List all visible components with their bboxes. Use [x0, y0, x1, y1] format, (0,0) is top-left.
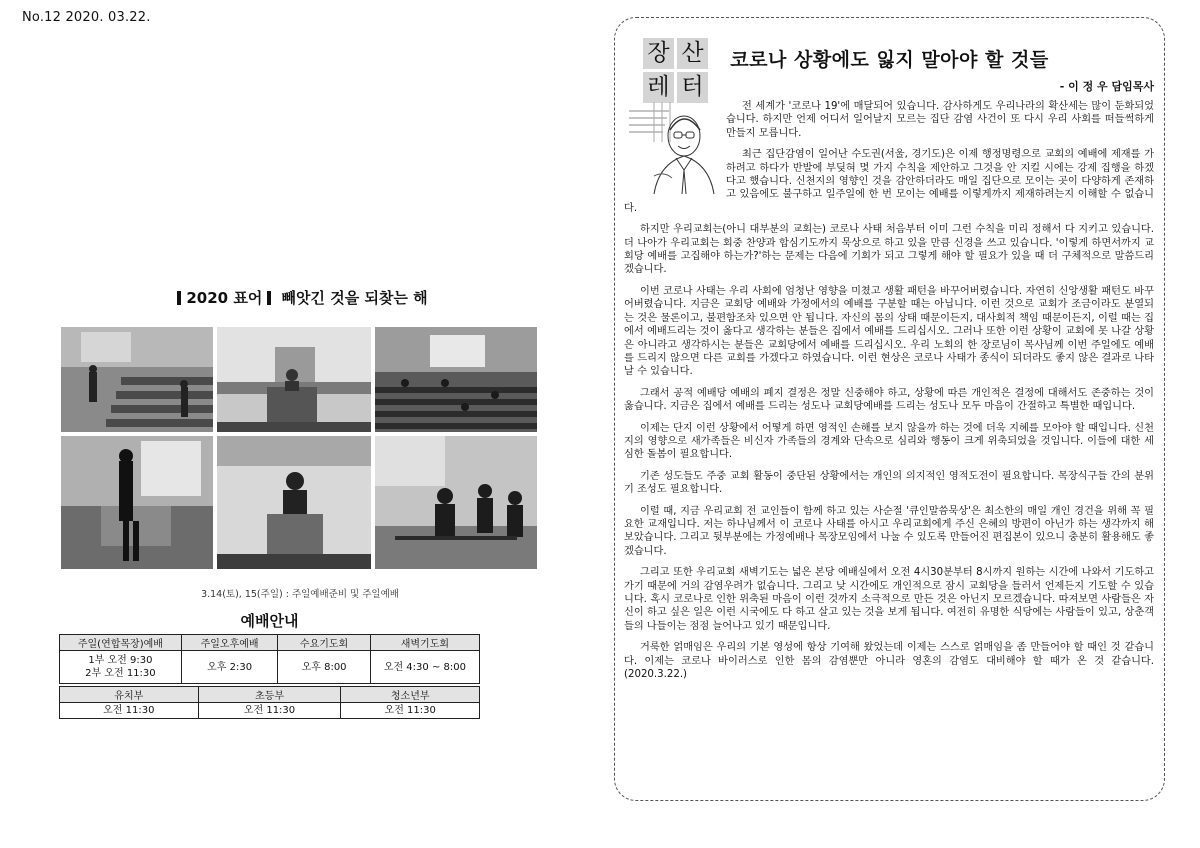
letter-paragraph: 하지만 우리교회는(아니 대부분의 교회는) 코로나 사태 처음부터 이미 그런 수칙을 미리 정해서 다 지키고 있습니다. 더 나아가 우리교회는 회중 찬양과 합심기도까지 묵상으로 하고 있을 만큼 신경을 쓰고 있습니다. '이렇게 하면서까지 교회당 예배를 고집해야 하는가?'하는 문제는 다음에 기회가 되고 그렇게 해야 할 필요가 있을 때 더 구체적으로 말씀드리겠습니다.	[624, 224, 1154, 276]
letter-author: - 이 정 우 담임목사	[1059, 80, 1154, 93]
theme-motto: 빼앗긴 것을 되찾는 해	[281, 289, 428, 307]
worship-table-main	[59, 634, 480, 684]
letter-paragraph: 전 세계가 '코로나 19'에 매달되어 있습니다. 감사하게도 우리나라의 확산세는 많이 둔화되었습니다. 하지만 언제 어디서 일어날지 모르는 집단 감염 사건이 또 다시 우리 사회를 떠들썩하게 만들지 모릅니다.	[726, 101, 1154, 139]
header-sunday-joint: 주일(연합목장)예배	[60, 635, 182, 651]
time-sunday-joint	[60, 651, 182, 684]
time-sunday-afternoon: 오후 2:30	[181, 651, 278, 684]
time-youth: 오전 11:30	[341, 703, 480, 719]
theme-mark-left	[177, 291, 181, 305]
worship-schedule	[59, 610, 480, 719]
photo-chapel-empty	[61, 327, 213, 432]
worship-title: 예배안내	[240, 612, 299, 630]
letter-paragraph: 최근 집단감염이 일어난 수도권(서울, 경기도)은 이제 행정명령으로 교회의 예배에 제재를 가하려고 하다가 반발에 부딪혀 몇 가지 수칙을 제안하고 그것을 안 지킬 시에는 강제 집행을 하겠다고 했습니다. 신천지의 영향인 것을 감안하더라도 매일 집단으로 모이는 곳이 다양하게 존재하고 있음에도 불구하고 일주일에 한 번 모이는 예배를 이렇게까지 제재하려는지 이해할 수 없습니다.	[624, 149, 1154, 214]
letter-paragraph: 거룩한 얽매임은 우리의 기본 영성에 항상 기여해 왔었는데 이제는 스스로 얽매임을 좀 만들어야 할 때인 것 같습니다. 이제는 코로나 바이러스로 인한 몸의 감염뿐만 아니라 영혼의 감염도 대비해야 할 때가 온 것 같습니다.(2020.3.22.)	[624, 642, 1154, 681]
time-service-2: 2부 오전 11:30	[85, 668, 156, 679]
time-elementary: 오전 11:30	[198, 703, 341, 719]
photo-musicians	[375, 436, 537, 569]
badge-char-2: 산	[677, 38, 708, 69]
letter-paragraph: 이제는 단지 이런 상황에서 어떻게 하면 영적인 손해를 보지 않을까 하는 것에 더욱 지혜를 모아야 할 때입니다. 신천지의 영향으로 새가족들은 비신자 가족들의 경계와 단속으로 심리와 행동이 크게 위축되었을 것입니다. 이들에 대한 세심한 돌봄이 필요합니다.	[624, 422, 1154, 461]
photo-caption: 3.14(토), 15(주일) : 주일예배준비 및 주일예배	[201, 589, 399, 600]
portrait-space	[624, 100, 726, 196]
theme-year: 2020 표어	[186, 289, 263, 307]
time-wednesday: 오후 8:00	[278, 651, 370, 684]
letter-paragraph: 이럴 때, 지금 우리교회 전 교인들이 함께 하고 있는 사순절 '큐인말씀묵상'은 최소한의 매일 개인 경건을 위해 꼭 필요한 교재입니다. 저는 하나님께서 이 코로나 사태를 아시고 우리교회에게 주신 은혜의 방편이 아닌가 하는 생각까지 해보았습니다. 그리고 뒷부분에는 가정예배나 목장모임에서 나눌 수 있도록 만들어진 편집본이 있으니 충분히 활용해도 좋겠습니다.	[624, 505, 1154, 557]
time-dawn: 오전 4:30 ~ 8:00	[370, 651, 479, 684]
photo-sermon	[217, 436, 371, 569]
header-wednesday-prayer: 수요기도회	[278, 635, 370, 651]
letter-paragraph: 이번 코로나 사태는 우리 사회에 엄청난 영향을 미쳤고 생활 패턴을 바꾸어버렸습니다. 자연히 신앙생활 패턴도 바꾸어버렸습니다. 지금은 교회당 예배와 가정에서의 예배를 구분할 때는 아닙니다. 이런 것으로 교회가 조금이라도 분열되는 것은 물론이고, 불편함조차 있으면 안 됩니다. 자신의 몸의 상태 때문이든지, 대사회적 책임 때문이든지, 이럴 때는 집에서 예배드리는 것이 옳다고 생각하는 분들은 집에서 예배를 드리십시오. 그러나 또한 이런 상황이 교회에 못 나갈 상황은 아니라고 생각하시는 분들은 교회당에서 예배를 드리십시오. 우리 노회의 한 장로님이 목사님께 이번 주일에도 예배를 드리지 않으면 다른 교회를 가겠다고 하였습니다. 이런 현상은 코로나 사태가 종식이 되더라도 좋지 않은 결과로 나타날 수 있습니다.	[624, 285, 1154, 378]
letter-title: 코로나 상황에도 잃지 말아야 할 것들	[730, 49, 1049, 71]
theme-mark-right	[267, 291, 271, 305]
time-kindergarten: 오전 11:30	[60, 703, 199, 719]
header-dawn-prayer: 새벽기도회	[370, 635, 479, 651]
letter-paragraph: 그래서 공적 예배당 예배의 폐지 결정은 정말 신중해야 하고, 상황에 따른 개인적은 결정에 대해서도 존중하는 것이 옳습니다. 지금은 집에서 예배를 드리는 성도나 교회당예배를 드리는 성도나 모두 마음이 간절하고 특별한 때입니다.	[624, 387, 1154, 413]
photo-preparation	[61, 436, 213, 569]
worship-table-dept	[59, 686, 480, 719]
header-elementary: 초등부	[198, 687, 341, 703]
header-sunday-afternoon: 주일오후예배	[181, 635, 278, 651]
header-youth: 청소년부	[341, 687, 480, 703]
photo-collage	[61, 327, 537, 569]
photo-worship-hall	[375, 327, 537, 432]
header-kindergarten: 유치부	[60, 687, 199, 703]
issue-number: No.12 2020. 03.22.	[22, 10, 151, 25]
badge-char-3: 레	[643, 72, 674, 103]
letter-paragraph: 그리고 또한 우리교회 새벽기도는 넓은 본당 예배실에서 오전 4시30분부터 8시까지 원하는 시간에 나와서 기도하고 가기 때문에 거의 감염우려가 없습니다. 그리고 낮 시간에도 개인적으로 잠시 교회당을 들러서 언제든지 기도할 수 있습니다. 혹시 코로나로 인한 위축된 마음이 이런 것까지 소극적으로 만든 것은 아닌지 모르겠습니다. 따져보면 사람들은 자신이 하고 싶은 일은 이런 시국에도 다 하고 살고 있는 것을 보게 됩니다. 여전히 유명한 식당에는 사람들이 있고, 상춘객들의 나들이는 점점 늘어나고 있기 때문입니다.	[624, 567, 1154, 632]
annual-theme	[0, 287, 600, 308]
photo-pulpit	[217, 327, 371, 432]
time-service-1: 1부 오전 9:30	[88, 655, 153, 666]
badge-char-4: 터	[677, 72, 708, 103]
letter-body	[624, 100, 1154, 689]
badge-char-1: 장	[643, 38, 674, 69]
letter-paragraph: 기존 성도들도 주중 교회 활동이 중단된 상황에서는 개인의 의지적인 영적도전이 필요합니다. 목장식구들 간의 분위기 조성도 필요합니다.	[624, 470, 1154, 496]
